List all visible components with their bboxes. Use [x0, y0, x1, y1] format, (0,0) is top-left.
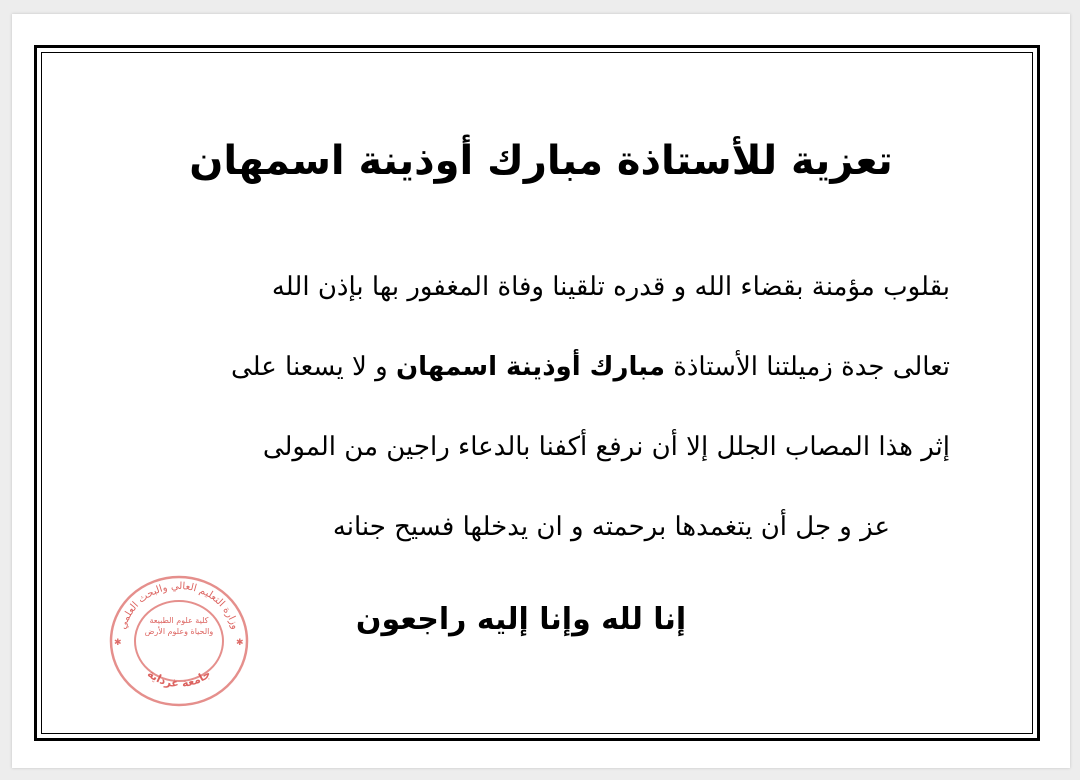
document-page	[12, 14, 1070, 768]
stamp-bottom-text: جامعة غرداية	[144, 667, 214, 690]
line-2-text-before: تعالى جدة زميلتنا الأستاذة	[664, 352, 950, 382]
stamp-star-icon-left: ✱	[114, 638, 122, 648]
closing-verse: إنا لله وإنا إليه راجعون	[355, 602, 687, 637]
university-stamp-seal	[104, 571, 254, 711]
condolence-line-4: عز و جل أن يتغمدها برحمته و ان يدخلها فسيح جنانه	[332, 512, 890, 542]
condolence-line-1: بقلوب مؤمنة بقضاء الله و قدره تلقينا وفاة المغفور بها بإذن الله	[271, 272, 950, 302]
stamp-star-icon-right: ✱	[236, 638, 244, 648]
condolence-line-2	[120, 352, 950, 382]
line-2-text-after: و لا يسعنا على	[230, 352, 396, 382]
stamp-inner-text: كلية علوم الطبيعة والحياة وعلوم الأرض	[144, 616, 214, 636]
stamp-outer-text: وزارة التعليم العالي والبحث العلمي	[117, 580, 241, 631]
svg-text:جامعة غرداية	[145, 667, 213, 690]
colleague-name: مبارك أوذينة اسمهان	[395, 352, 665, 382]
condolence-line-3: إثر هذا المصاب الجلل إلا أن نرفع أكفنا بالدعاء راجين من المولى	[262, 432, 950, 462]
document-title: تعزية للأستاذة مبارك أوذينة اسمهان	[189, 138, 893, 184]
